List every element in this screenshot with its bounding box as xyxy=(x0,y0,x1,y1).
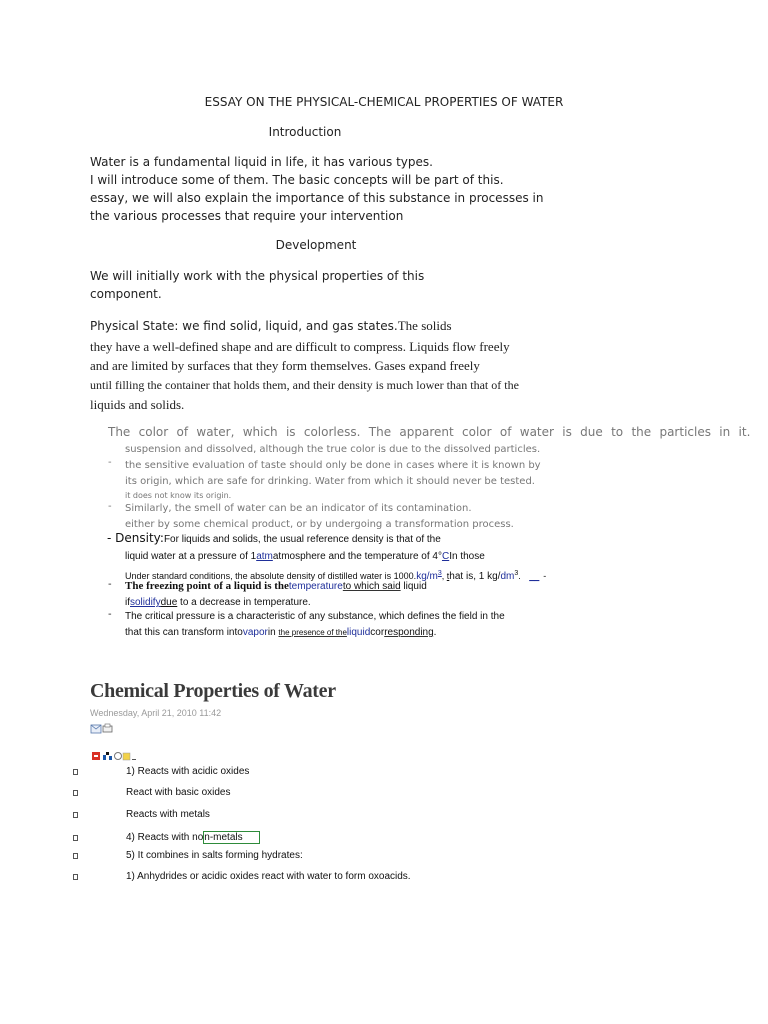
taste-line: the sensitive evaluation of taste should only be done in cases where it is known by xyxy=(125,460,541,471)
critical-text: responding xyxy=(384,627,434,638)
density-text: . xyxy=(518,571,521,581)
critical-text: . xyxy=(433,627,437,638)
physical-state-label: Physical State: we find solid, liquid, and gas states. xyxy=(90,319,398,333)
dev-line: component. xyxy=(90,287,162,301)
celsius-link[interactable]: C xyxy=(441,551,450,562)
list-item: 5) It combines in salts forming hydrates: xyxy=(126,850,303,861)
temperature-link[interactable]: temperature xyxy=(288,581,343,592)
bookmark-icons[interactable] xyxy=(92,751,142,763)
superscript: 3 xyxy=(437,570,442,577)
intro-line: I will introduce some of them. The basic concepts will be part of this. xyxy=(90,173,504,187)
freezing-paragraph xyxy=(125,578,427,611)
density-dash: - xyxy=(107,531,116,545)
list-item: 1) Reacts with acidic oxides xyxy=(126,766,250,777)
development-heading: Development xyxy=(275,238,357,252)
checkbox-icon xyxy=(73,812,78,818)
physical-state-line: they have a well-defined shape and are difficult to compress. Liquids flow freely xyxy=(90,338,510,354)
physical-state-line: until filling the container that holds them, and their density is much lower than that of the xyxy=(90,377,519,392)
solidify-link[interactable]: solidify xyxy=(130,597,161,608)
list-item-nonmetals xyxy=(126,831,260,844)
physical-state-paragraph xyxy=(90,316,519,415)
list-dash: - xyxy=(108,579,112,590)
smell-paragraph xyxy=(125,501,514,533)
physical-state-text: The solids xyxy=(397,318,452,333)
checkbox-icon xyxy=(73,790,78,796)
taste-line: its origin, which are safe for drinking. Water from which it should never be tested. xyxy=(125,476,535,487)
atm-link[interactable]: atm xyxy=(256,551,273,562)
liquid-link[interactable]: liquid xyxy=(346,627,371,638)
checkbox-icon xyxy=(73,835,78,841)
taste-paragraph xyxy=(125,458,541,502)
chemical-heading: Chemical Properties of Water xyxy=(90,680,336,702)
smell-line: Similarly, the smell of water can be an indicator of its contamination. xyxy=(125,503,472,514)
freezing-text: to which said xyxy=(342,581,401,592)
list-item: React with basic oxides xyxy=(126,787,231,798)
freezing-text: to a decrease in temperature. xyxy=(177,597,311,608)
freezing-text: due xyxy=(160,597,178,608)
email-icon[interactable] xyxy=(90,723,114,735)
density-label: Density: xyxy=(115,531,164,545)
smell-line: either by some chemical product, or by undergoing a transformation process. xyxy=(125,519,514,530)
density-text: Under standard conditions, the absolute density of distilled water is 1000. xyxy=(125,571,417,581)
intro-line: the various processes that require your intervention xyxy=(90,209,404,223)
list-dash: - xyxy=(108,457,112,468)
nonmetals-highlight: n-metals xyxy=(203,831,259,844)
critical-line: The critical pressure is a characteristic of any substance, which defines the field in the xyxy=(125,611,505,622)
intro-paragraph xyxy=(90,153,543,225)
list-dash: - xyxy=(108,501,112,512)
color-sub: suspension and dissolved, although the true color is due to the dissolved particles. xyxy=(125,444,541,455)
intro-line: essay, we will also explain the importance of this substance in processes in xyxy=(90,191,544,205)
intro-heading: Introduction xyxy=(268,125,342,139)
critical-text: that this can transform into xyxy=(125,627,243,638)
list-item: 1) Anhydrides or acidic oxides react with water to form oxoacids. xyxy=(126,871,411,882)
density-paragraph xyxy=(107,530,546,585)
social-icons[interactable] xyxy=(92,748,142,767)
list-item-text: 4) Reacts with no xyxy=(126,832,204,843)
density-text: In those xyxy=(449,551,485,562)
critical-text: in xyxy=(267,627,279,638)
density-text: atmosphere and the temperature of 4° xyxy=(272,551,442,562)
blank-link[interactable]: __ xyxy=(529,571,540,581)
density-text: liquid water at a pressure of 1 xyxy=(125,551,257,562)
critical-text: cor xyxy=(370,627,385,638)
superscript: 3 xyxy=(514,570,519,577)
post-date: Wednesday, April 21, 2010 11:42 xyxy=(90,708,222,718)
physical-state-line: liquids and solids. xyxy=(90,397,185,412)
freezing-text: liquid xyxy=(400,581,427,592)
taste-line: it does not know its origin. xyxy=(125,491,232,500)
density-text: , xyxy=(441,571,447,581)
essay-title: ESSAY ON THE PHYSICAL-CHEMICAL PROPERTIES OF WATER xyxy=(204,95,564,109)
vapor-link[interactable]: vapor xyxy=(242,627,268,638)
kgm-link[interactable]: kg/m xyxy=(416,571,438,582)
checkbox-icon xyxy=(73,769,78,775)
development-paragraph xyxy=(90,267,424,303)
density-line: For liquids and solids, the usual reference density is that of the xyxy=(163,534,441,545)
dev-line: We will initially work with the physical properties of this xyxy=(90,269,425,283)
checkbox-icon xyxy=(73,853,78,859)
list-item: Reacts with metals xyxy=(126,809,210,820)
freezing-text: The freezing point of a liquid is the xyxy=(125,580,289,592)
critical-paragraph xyxy=(125,609,505,641)
freezing-text: if xyxy=(125,597,130,608)
critical-text: the presence of the xyxy=(278,628,347,637)
physical-state-line: and are limited by surfaces that they form themselves. Gases expand freely xyxy=(90,358,480,373)
density-text: - xyxy=(543,571,547,581)
share-icons xyxy=(90,720,114,739)
dm-link[interactable]: dm xyxy=(500,571,515,582)
intro-line: Water is a fundamental liquid in life, it has various types. xyxy=(90,155,433,169)
density-text: hat is, 1 kg/ xyxy=(449,571,501,582)
color-line: The color of water, which is colorless. The apparent color of water is due to the particles in it. xyxy=(108,425,751,439)
checkbox-icon xyxy=(73,874,78,880)
list-dash: - xyxy=(108,609,112,620)
density-text: t xyxy=(446,571,450,581)
